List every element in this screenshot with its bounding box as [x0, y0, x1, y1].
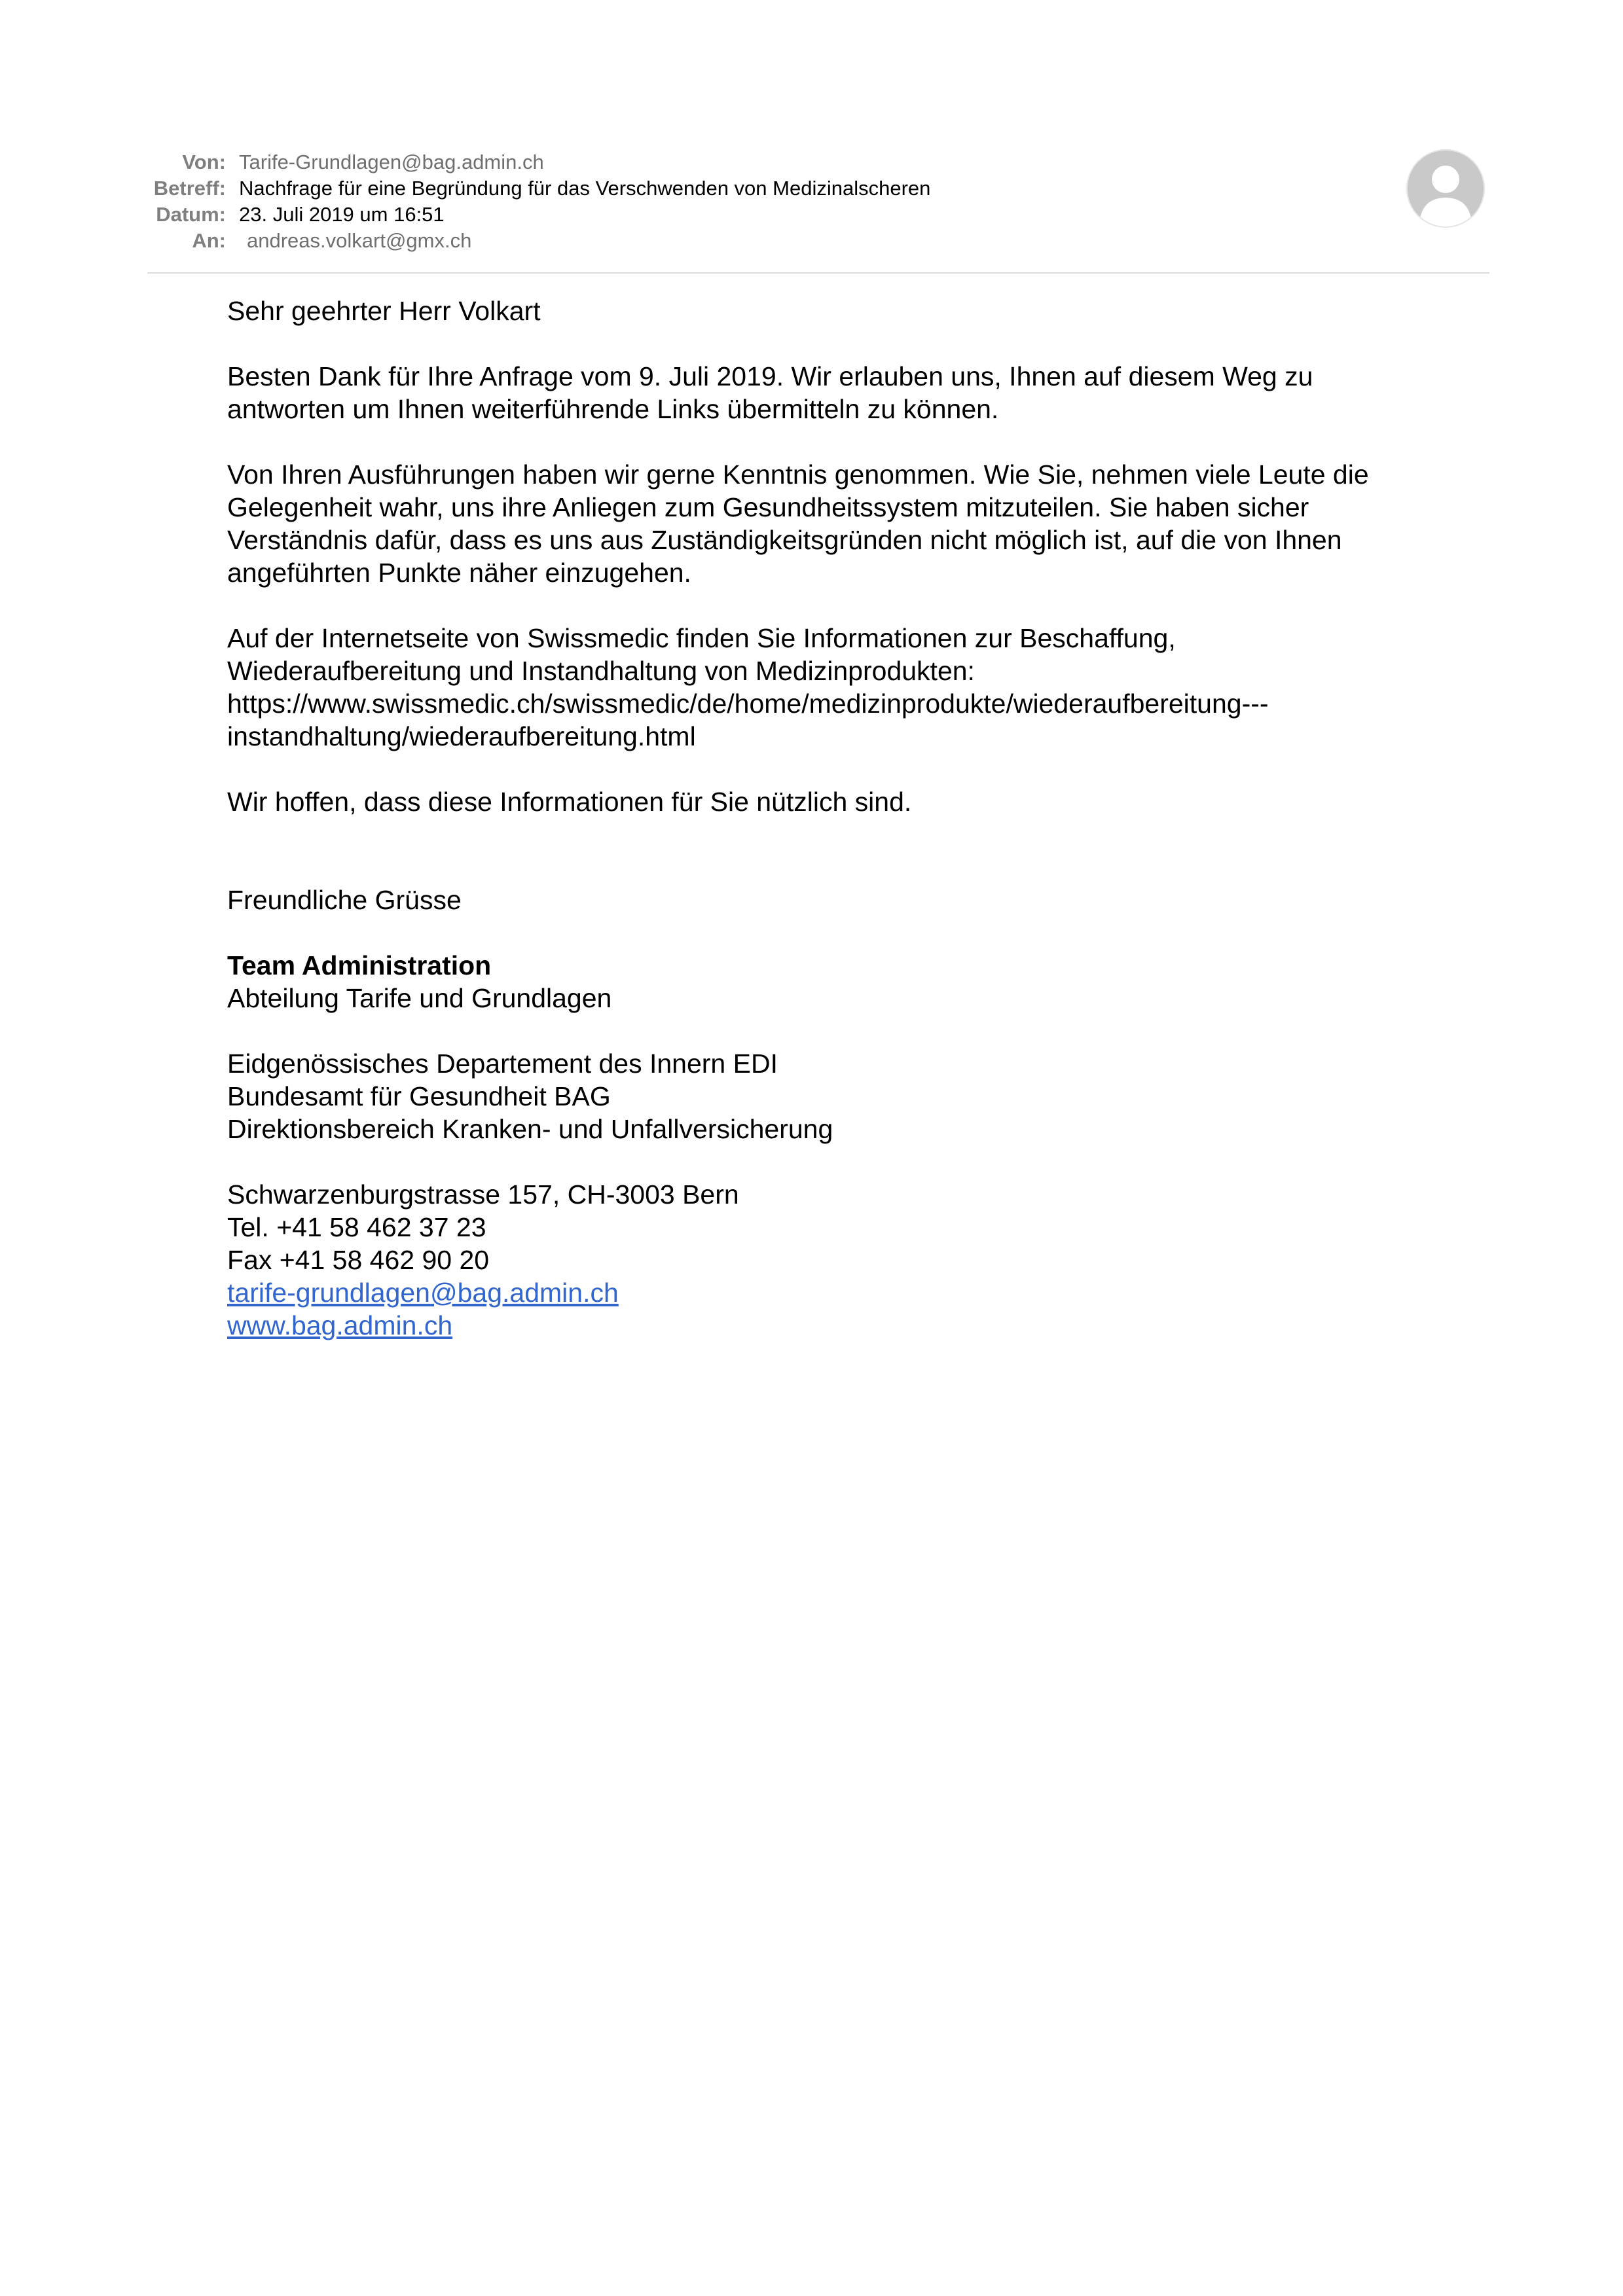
swissmedic-url-line-1: https://www.swissmedic.ch/swissmedic/de/home/medizinprodukte/wiederaufbereitung---	[227, 689, 1269, 719]
email-link[interactable]: tarife-grundlagen@bag.admin.ch	[227, 1278, 619, 1308]
date-value: 23. Juli 2019 um 16:51	[239, 203, 445, 226]
from-value[interactable]: Tarife-Grundlagen@bag.admin.ch	[239, 151, 544, 173]
paragraph-competence: Von Ihren Ausführungen haben wir gerne Kenntnis genommen. Wie Sie, nehmen viele Leute die Gelegenheit wahr, uns ihre Anliegen zum Gesundheitssystem mitzuteilen. Sie haben sicher Verständnis dafür, dass es uns aus Zuständigkeitsgründen nicht möglich ist, auf die von Ihnen angeführten Punkte näher einzugehen.	[227, 459, 1369, 588]
signature-org: Eidgenössisches Departement des Innern EDI Bundesamt für Gesundheit BAG Direktionsbereich Kranken- und Unfallversicherung	[227, 1049, 833, 1144]
signature-contact	[227, 1178, 1458, 1342]
subject-label: Betreff:	[153, 177, 226, 200]
subject-value: Nachfrage für eine Begründung für das Verschwenden von Medizinalscheren	[239, 177, 931, 200]
to-value[interactable]: andreas.volkart@gmx.ch	[247, 229, 472, 252]
from-label: Von:	[182, 151, 226, 173]
to-label: An:	[192, 229, 226, 252]
address: Schwarzenburgstrasse 157, CH-3003 Bern	[227, 1179, 739, 1210]
paragraph-thanks: Besten Dank für Ihre Anfrage vom 9. Juli 2019. Wir erlauben uns, Ihnen auf diesem Weg zu antworten um Ihnen weiterführende Links übermitteln zu können.	[227, 361, 1313, 424]
date-label: Datum:	[156, 203, 226, 226]
swissmedic-url-line-2: instandhaltung/wiederaufbereitung.html	[227, 721, 696, 751]
fax: Fax +41 58 462 90 20	[227, 1245, 490, 1275]
greeting: Sehr geehrter Herr Volkart	[227, 296, 541, 326]
paragraph-swissmedic: Auf der Internetseite von Swissmedic finden Sie Informationen zur Beschaffung, Wiederaufbereitung und Instandhaltung von Medizinprodukten: https://www.swissmedic.ch/swissmedic/de/home/medizinprodukte/wiederaufbereitung--- instandhaltung/wiederaufbereitung.html	[227, 622, 1458, 753]
paragraph-hope: Wir hoffen, dass diese Informationen für Sie nützlich sind.	[227, 787, 912, 817]
header-to-row	[147, 228, 471, 254]
website-link[interactable]: www.bag.admin.ch	[227, 1310, 453, 1340]
header-subject-row	[147, 175, 930, 202]
team-name: Team Administration	[227, 950, 492, 980]
header-date-row	[147, 202, 445, 228]
person-silhouette-icon	[1408, 151, 1484, 226]
signature-team	[227, 949, 1458, 1014]
closing: Freundliche Grüsse	[227, 885, 462, 915]
email-body	[227, 295, 1458, 1374]
department-name: Abteilung Tarife und Grundlagen	[227, 983, 612, 1013]
email-header	[147, 149, 1489, 274]
header-from-row	[147, 149, 544, 175]
telephone: Tel. +41 58 462 37 23	[227, 1212, 486, 1242]
